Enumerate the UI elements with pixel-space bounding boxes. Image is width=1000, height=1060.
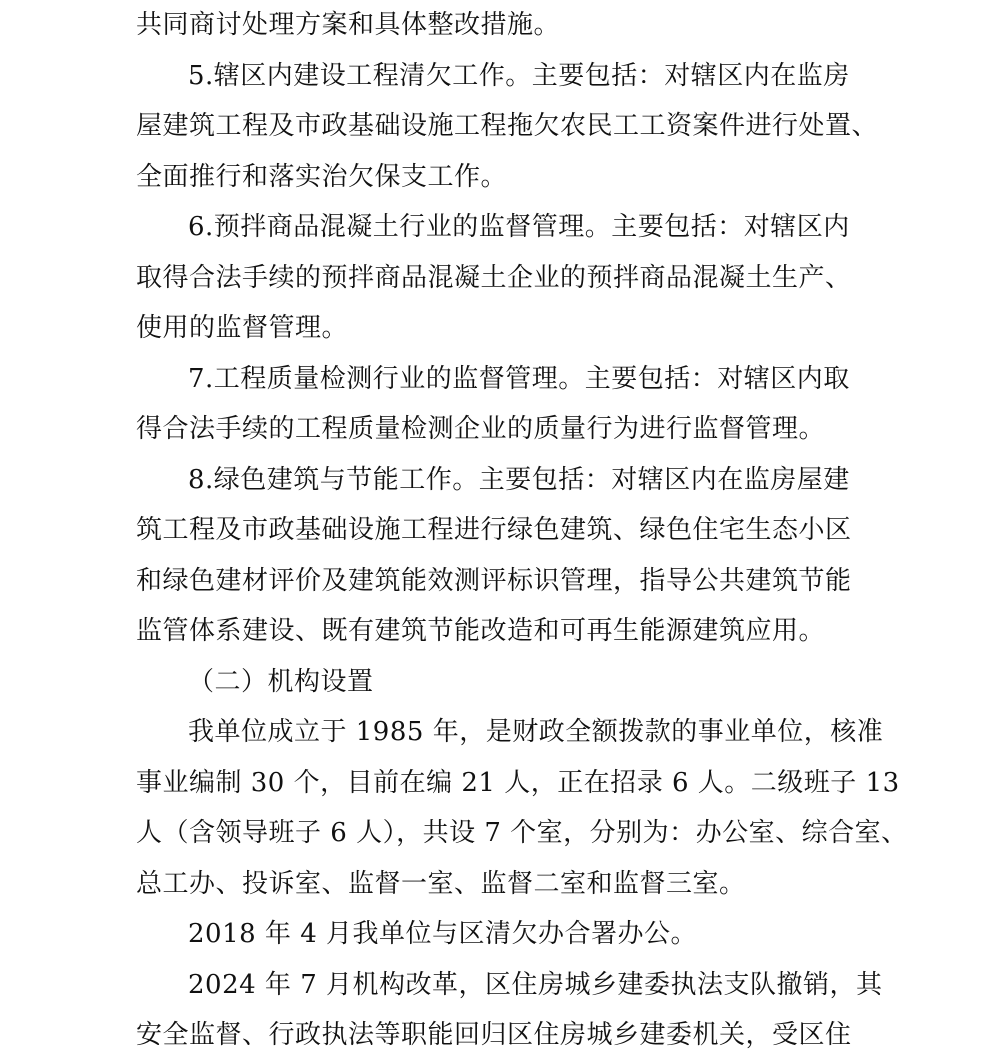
paragraph-line: 屋建筑工程及市政基础设施工程拖欠农民工工资案件进行处置、 — [136, 111, 879, 141]
paragraph-line: 我单位成立于 1985 年，是财政全额拨款的事业单位，核准 — [188, 717, 884, 747]
paragraph-line: 总工办、投诉室、监督一室、监督二室和监督三室。 — [136, 869, 746, 899]
paragraph-line: 2024 年 7 月机构改革，区住房城乡建委执法支队撤销，其 — [188, 970, 883, 1000]
paragraph-line: 2018 年 4 月我单位与区清欠办合署办公。 — [188, 919, 698, 949]
paragraph-line: 取得合法手续的预拌商品混凝土企业的预拌商品混凝土生产、 — [136, 263, 852, 293]
paragraph-line: 6.预拌商品混凝土行业的监督管理。主要包括：对辖区内 — [188, 212, 850, 242]
section-heading: （二）机构设置 — [188, 667, 374, 697]
paragraph-line: 安全监督、行政执法等职能回归区住房城乡建委机关，受区住 — [136, 1020, 852, 1050]
paragraph-line: 得合法手续的工程质量检测企业的质量行为进行监督管理。 — [136, 414, 826, 444]
paragraph-line: 使用的监督管理。 — [136, 313, 349, 343]
paragraph-line: 全面推行和落实治欠保支工作。 — [136, 162, 508, 192]
paragraph-line: 人（含领导班子 6 人），共设 7 个室，分别为：办公室、综合室、 — [136, 818, 908, 848]
paragraph-line: 事业编制 30 个，目前在编 21 人，正在招录 6 人。二级班子 13 — [136, 768, 900, 798]
paragraph-line: 和绿色建材评价及建筑能效测评标识管理，指导公共建筑节能 — [136, 566, 852, 596]
paragraph-line: 7.工程质量检测行业的监督管理。主要包括：对辖区内取 — [188, 364, 850, 394]
paragraph-line: 共同商讨处理方案和具体整改措施。 — [136, 10, 561, 40]
paragraph-line: 监管体系建设、既有建筑节能改造和可再生能源建筑应用。 — [136, 616, 826, 646]
paragraph-line: 8.绿色建筑与节能工作。主要包括：对辖区内在监房屋建 — [188, 465, 850, 495]
paragraph-line: 5.辖区内建设工程清欠工作。主要包括：对辖区内在监房 — [188, 61, 850, 91]
paragraph-line: 筑工程及市政基础设施工程进行绿色建筑、绿色住宅生态小区 — [136, 515, 852, 545]
